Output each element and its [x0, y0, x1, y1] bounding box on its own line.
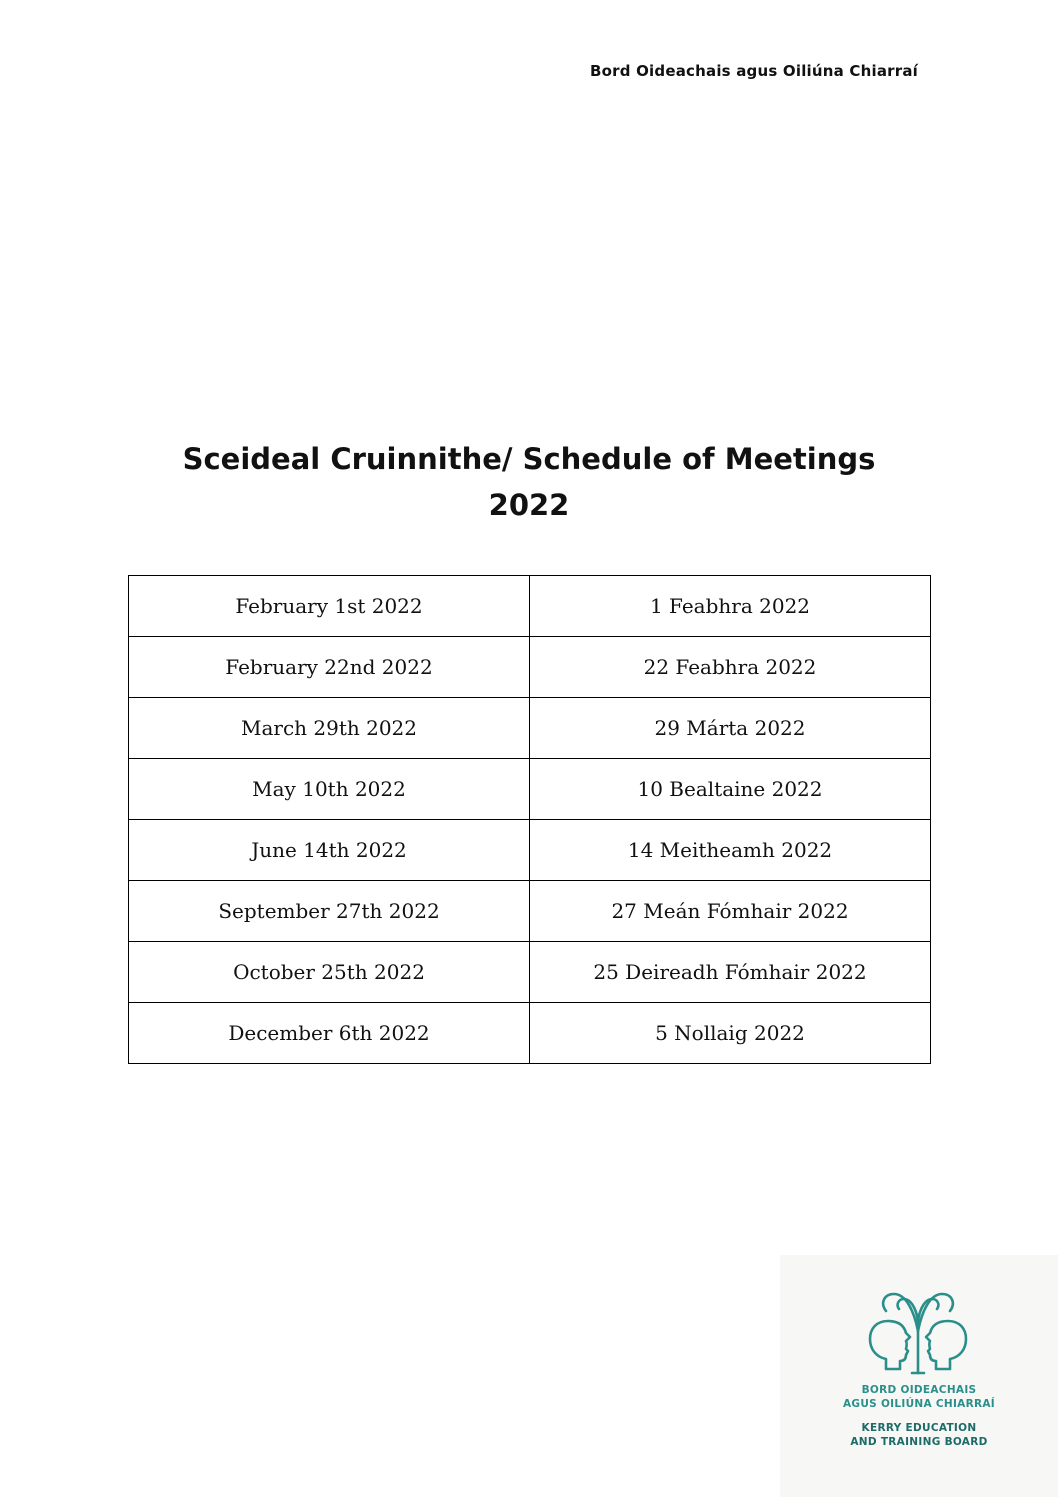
- table-row: [129, 1003, 931, 1064]
- english-date-cell: December 6th 2022: [129, 1003, 530, 1064]
- table-row: [129, 698, 931, 759]
- table-row: [129, 759, 931, 820]
- table-row: [129, 881, 931, 942]
- meetings-table: [128, 575, 931, 1064]
- table-row: [129, 637, 931, 698]
- table-row: [129, 576, 931, 637]
- irish-date-cell: 1 Feabhra 2022: [530, 576, 931, 637]
- irish-date-cell: 14 Meitheamh 2022: [530, 820, 931, 881]
- header-org-name: Bord Oideachais agus Oiliúna Chiarraí: [590, 62, 918, 80]
- logo-irish-line-1: BORD OIDEACHAIS: [861, 1384, 977, 1396]
- title-year: 2022: [488, 488, 570, 522]
- english-date-cell: February 1st 2022: [129, 576, 530, 637]
- english-date-cell: March 29th 2022: [129, 698, 530, 759]
- irish-date-cell: 29 Márta 2022: [530, 698, 931, 759]
- english-date-cell: October 25th 2022: [129, 942, 530, 1003]
- english-date-cell: September 27th 2022: [129, 881, 530, 942]
- irish-date-cell: 22 Feabhra 2022: [530, 637, 931, 698]
- english-date-cell: February 22nd 2022: [129, 637, 530, 698]
- irish-date-cell: 5 Nollaig 2022: [530, 1003, 931, 1064]
- irish-date-cell: 27 Meán Fómhair 2022: [530, 881, 931, 942]
- kerry-etb-logo: [780, 1255, 1058, 1497]
- irish-date-cell: 25 Deireadh Fómhair 2022: [530, 942, 931, 1003]
- table-row: [129, 942, 931, 1003]
- page-title: [0, 436, 1058, 528]
- logo-english-line-2: AND TRAINING BOARD: [850, 1436, 988, 1448]
- table-row: [129, 820, 931, 881]
- english-date-cell: May 10th 2022: [129, 759, 530, 820]
- logo-english-text: [780, 1421, 1058, 1449]
- logo-irish-text: [780, 1383, 1058, 1411]
- logo-english-line-1: KERRY EDUCATION: [861, 1422, 977, 1434]
- logo-irish-line-2: AGUS OILIÚNA CHIARRAÍ: [842, 1398, 996, 1410]
- title-line-1: Sceideal Cruinnithe/ Schedule of Meetings: [182, 442, 876, 476]
- tree-heads-icon: [866, 1291, 970, 1375]
- english-date-cell: June 14th 2022: [129, 820, 530, 881]
- irish-date-cell: 10 Bealtaine 2022: [530, 759, 931, 820]
